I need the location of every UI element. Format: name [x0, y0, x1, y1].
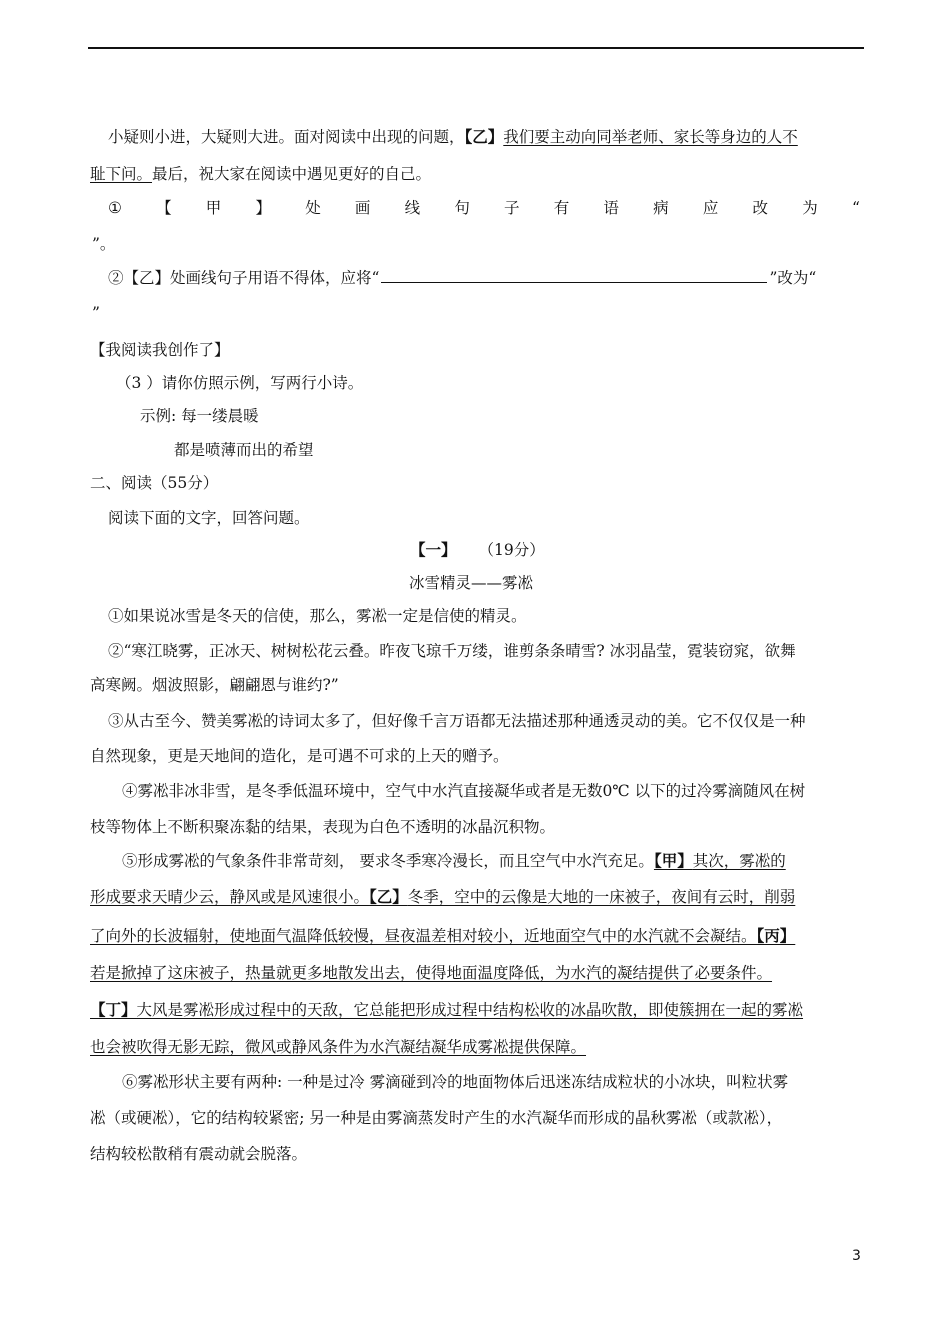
question-1-char: 有 — [553, 199, 570, 217]
question-1-char: 【 — [156, 199, 172, 217]
part-score: （19分） — [478, 541, 545, 559]
page-number: 3 — [852, 1248, 861, 1264]
paragraph-5-line — [90, 1037, 586, 1057]
instruction: 阅读下面的文字，回答问题。 — [108, 509, 310, 527]
text-span: ”改为“ — [769, 269, 817, 287]
part-tag: 【一】 — [410, 540, 457, 559]
underlined-text: 若是掀掉了这床被子，热量就更多地散发出去，使得地面温度降低，为水汽的凝结提供了必要条件。 — [90, 964, 773, 982]
question-1-char: 画 — [354, 199, 371, 217]
paragraph-5-line — [122, 851, 786, 871]
paragraph-2-line: 高寒阙。烟波照影，翩翩恩与谁约?” — [90, 676, 339, 694]
marker-bing: 【丙】 — [756, 926, 796, 945]
answer-blank[interactable] — [381, 268, 767, 283]
question-3: （3 ）请你仿照示例，写两行小诗。 — [116, 374, 364, 392]
paragraph-6-line: ⑥雾凇形状主要有两种: 一种是过冷 雾滴碰到冷的地面物体后迅迷冻结成粒状的小冰块，叫粒状雾 — [122, 1073, 789, 1091]
example-line-1: 示例: 每一缕晨暖 — [140, 407, 259, 425]
paragraph-4-line: ④雾凇非冰非雪，是冬季低温环境中，空气中水汽直接凝华或者是无数0℃ 以下的过冷雾滴随风在树 — [122, 782, 806, 800]
text-span: ⑤形成雾凇的气象条件非常苛刻， 要求冬季寒冷漫长，而且空气中水汽充足。 — [122, 852, 654, 870]
paragraph-6-line: 结构较松散稍有震动就会脱落。 — [90, 1145, 308, 1163]
paragraph-5-line — [90, 887, 795, 907]
question-1-char: “ — [851, 199, 860, 217]
underlined-text: 形成要求天晴少云，静风或是风速很小。 — [90, 888, 370, 906]
underlined-sentence: 耻下问。 — [90, 165, 153, 183]
section-heading: 【我阅读我创作了】 — [90, 341, 230, 359]
paragraph-3-line: 自然现象，更是天地间的造化，是可遇不可求的上天的赠予。 — [90, 747, 509, 765]
question-2-line — [108, 268, 816, 288]
question-1-line — [108, 198, 860, 218]
question-1-char: 为 — [802, 199, 818, 217]
question-1-char: 改 — [752, 199, 769, 217]
text-span: 小疑则小进，大疑则大进。面对阅读中出现的问题， — [108, 128, 465, 146]
question-1-char: 处 — [305, 199, 321, 217]
question-1-char: 甲 — [205, 199, 222, 217]
article-title: 冰雪精灵——雾凇 — [409, 574, 534, 592]
question-1-char: 】 — [255, 199, 272, 217]
paragraph-6-line: 凇（或硬凇），它的结构较紧密; 另一种是由雾滴蒸发时产生的水汽凝华而形成的晶秋雾凇（或款凇）， — [90, 1109, 783, 1127]
header-rule — [88, 47, 864, 49]
paragraph-3-line: ③从古至今、赞美雾凇的诗词太多了，但好像千言万语都无法描述那种通透灵动的美。它不仅仅是一种 — [108, 712, 806, 730]
underlined-text: 冬季，空中的云像是大地的一床被子，夜间有云时，削弱 — [407, 888, 796, 906]
question-1-char: 线 — [404, 199, 421, 217]
underlined-text: 了向外的长波辐射，使地面气温降低较慢，昼夜温差相对较小，近地面空气中的水汽就不会凝结。 — [90, 927, 757, 945]
underlined-sentence: 我们要主动向同举老师、家长等身边的人不 — [503, 128, 798, 146]
question-1-char: 病 — [653, 199, 669, 217]
text-span: ②【乙】处画线句子用语不得体，应将“ — [108, 269, 380, 287]
question-1-char: 子 — [504, 199, 520, 217]
paragraph-4-line: 枝等物体上不断积聚冻黏的结果，表现为白色不透明的冰晶沉积物。 — [90, 818, 556, 836]
underlined-text: 也会被吹得无影无踪，微风或静风条件为水汽凝结凝华成雾凇提供保障。 — [90, 1038, 587, 1056]
paragraph-line — [90, 164, 431, 184]
underlined-text: 其次，雾凇的 — [692, 852, 786, 870]
text-span: 最后，祝大家在阅读中遇见更好的自己。 — [152, 165, 432, 183]
paragraph-2-line: ②“寒江晓雾，正冰天、树树松花云叠。昨夜飞琼千万缕，谁剪条条晴雪? 冰羽晶莹，霓装窃窕，欲舞 — [108, 642, 796, 660]
paragraph-5-line — [90, 963, 772, 983]
question-1-close: ”。 — [92, 235, 116, 253]
question-1-char: 应 — [702, 199, 719, 217]
section-2-heading: 二、阅读（55分） — [90, 474, 219, 492]
example-line-2: 都是喷薄而出的希望 — [174, 441, 314, 459]
marker-ding: 【丁】 — [90, 1000, 137, 1019]
marker-yi: 【乙】 — [369, 887, 408, 906]
paragraph-line — [108, 127, 798, 147]
paragraph-5-line — [90, 926, 795, 946]
question-1-char: 语 — [603, 199, 619, 217]
question-2-close: ” — [92, 304, 100, 322]
question-1-char: 句 — [454, 199, 470, 217]
part-heading — [410, 540, 545, 560]
underlined-text: 大风是雾凇形成过程中的天敌，它总能把形成过程中结构松收的冰晶吹散，即使簇拥在一起的雾凇 — [136, 1001, 804, 1019]
paragraph-5-line — [90, 1000, 803, 1020]
marker-yi: 【乙】 — [464, 127, 504, 146]
question-1-char: ① — [108, 199, 122, 217]
marker-jia: 【甲】 — [653, 851, 693, 870]
paragraph-1: ①如果说冰雪是冬天的信使，那么，雾凇一定是信使的精灵。 — [108, 607, 527, 625]
